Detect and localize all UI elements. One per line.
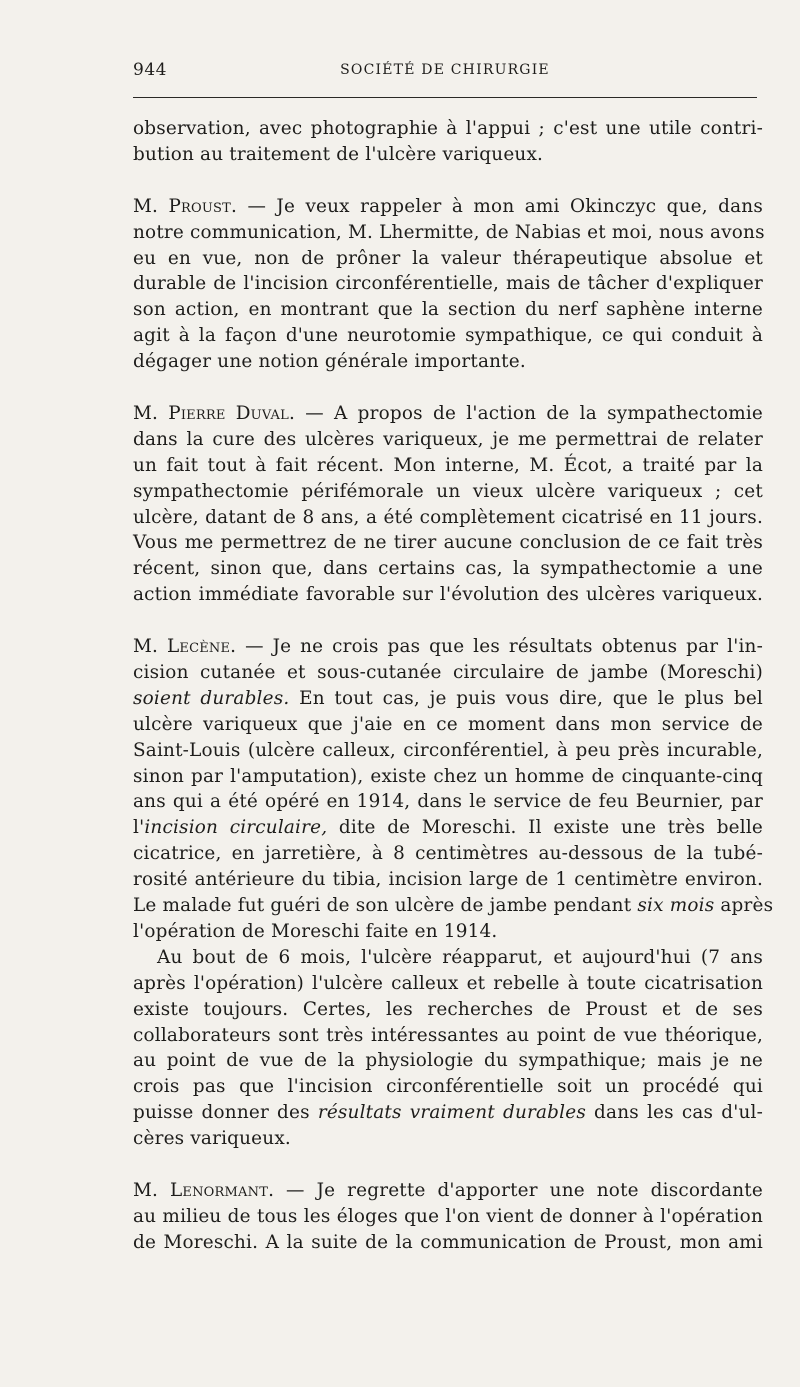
text-line: un fait tout à fait récent. Mon interne, M. Écot, a traité par la (133, 454, 763, 476)
text-line: au point de vue de la physiologie du sympathique; mais je ne (133, 1050, 763, 1072)
text-line: notre communication, M. Lhermitte, de Nabias et moi, nous avons (133, 221, 765, 243)
text-line: bution au traitement de l'ulcère variqueux. (133, 143, 544, 165)
text-line: dans la cure des ulcères variqueux, je me permettrai de relater (133, 428, 763, 450)
text-line: Vous me permettrez de ne tirer aucune conclusion de ce fait très (133, 532, 763, 554)
text-line: M. Lecène. — Je ne crois pas que les résultats obtenus par l'in- (133, 636, 763, 658)
text-line: l'incision circulaire, dite de Moreschi. Il existe une très belle (133, 817, 763, 839)
speaker-name: M. Proust. (133, 195, 238, 217)
text-line: action immédiate favorable sur l'évolution des ulcères variqueux. (133, 584, 763, 606)
text-line: récent, sinon que, dans certains cas, la sympathectomie a une (133, 558, 763, 580)
paragraph-lecene (133, 634, 774, 945)
text-line: eu en vue, non de prôner la valeur thérapeutique absolue et (133, 247, 763, 269)
paragraph-lenormant (133, 1178, 763, 1256)
text-line: ulcère variqueux que j'aie en ce moment dans mon service de (133, 713, 763, 735)
text-line: dégager une notion générale importante. (133, 351, 526, 373)
text-line: ans qui a été opéré en 1914, dans le service de feu Beurnier, par (133, 791, 763, 813)
text-line: M. Lenormant. — Je regrette d'apporter une note discordante (133, 1179, 763, 1201)
text-line: Au bout de 6 mois, l'ulcère réapparut, et aujourd'hui (7 ans (157, 946, 763, 968)
paragraph-pierre-duval (133, 401, 763, 608)
text-line: son action, en montrant que la section du nerf saphène interne (133, 299, 763, 321)
text-line: collaborateurs sont très intéressantes au point de vue théorique, (133, 1024, 763, 1046)
text-line: M. Proust. — Je veux rappeler à mon ami Okinczyc que, dans (133, 195, 763, 217)
page-number: 944 (133, 60, 167, 80)
text-line: Le malade fut guéri de son ulcère de jambe pendant six mois après (133, 895, 774, 917)
text-line: crois pas que l'incision circonférentielle soit un procédé qui (133, 1076, 763, 1098)
text-line: observation, avec photographie à l'appui ; c'est une utile contri- (133, 118, 763, 139)
paragraph-proust (133, 194, 763, 375)
paragraph-continuation (133, 116, 763, 168)
text-line: cicatrice, en jarretière, à 8 centimètres au-dessous de la tubé- (133, 843, 763, 865)
text-line: puisse donner des résultats vraiment durables dans les cas d'ul- (133, 1102, 764, 1124)
text-line: sympathectomie périfémorale un vieux ulcère variqueux ; cet (133, 480, 763, 502)
italic-text: six mois (637, 895, 715, 917)
text-line: agit à la façon d'une neurotomie sympathique, ce qui conduit à (133, 325, 763, 347)
speaker-name: M. Pierre Duval. (133, 403, 296, 425)
text-line: soient durables. En tout cas, je puis vous dire, que le plus bel (133, 687, 763, 709)
text-line: après l'opération) l'ulcère calleux et rebelle à toute cicatrisation (133, 972, 763, 994)
text-line: existe toujours. Certes, les recherches de Proust et de ses (133, 998, 763, 1020)
italic-text: soient durables. (133, 687, 290, 709)
running-head: SOCIÉTÉ DE CHIRURGIE (340, 62, 550, 78)
text-line: M. Pierre Duval. — A propos de l'action de la sympathectomie (133, 403, 763, 425)
speaker-name: M. Lecène. (133, 636, 237, 658)
text-line: Saint-Louis (ulcère calleux, circonférentiel, à peu près incurable, (133, 739, 763, 761)
text-line: rosité antérieure du tibia, incision large de 1 centimètre environ. (133, 869, 763, 891)
header-rule (133, 97, 757, 98)
text-line: ulcère, datant de 8 ans, a été complètement cicatrisé en 11 jours. (133, 506, 763, 528)
text-line: au milieu de tous les éloges que l'on vient de donner à l'opération (133, 1205, 763, 1227)
text-line: l'opération de Moreschi faite en 1914. (133, 920, 498, 942)
page-header (133, 60, 757, 86)
page-body (133, 116, 774, 1256)
italic-text: incision circulaire, (144, 817, 328, 839)
text-line: cision cutanée et sous-cutanée circulaire de jambe (Moreschi) (133, 662, 763, 684)
paragraph-lecene-continued (133, 945, 763, 1152)
text-line: de Moreschi. A la suite de la communication de Proust, mon ami (133, 1231, 763, 1253)
text-line: cères variqueux. (133, 1128, 291, 1150)
text-line: sinon par l'amputation), existe chez un homme de cinquante-cinq (133, 765, 763, 787)
text-line: durable de l'incision circonférentielle, mais de tâcher d'expliquer (133, 273, 763, 295)
italic-text: résultats vraiment durables (317, 1102, 586, 1124)
speaker-name: M. Lenormant. (133, 1179, 275, 1201)
